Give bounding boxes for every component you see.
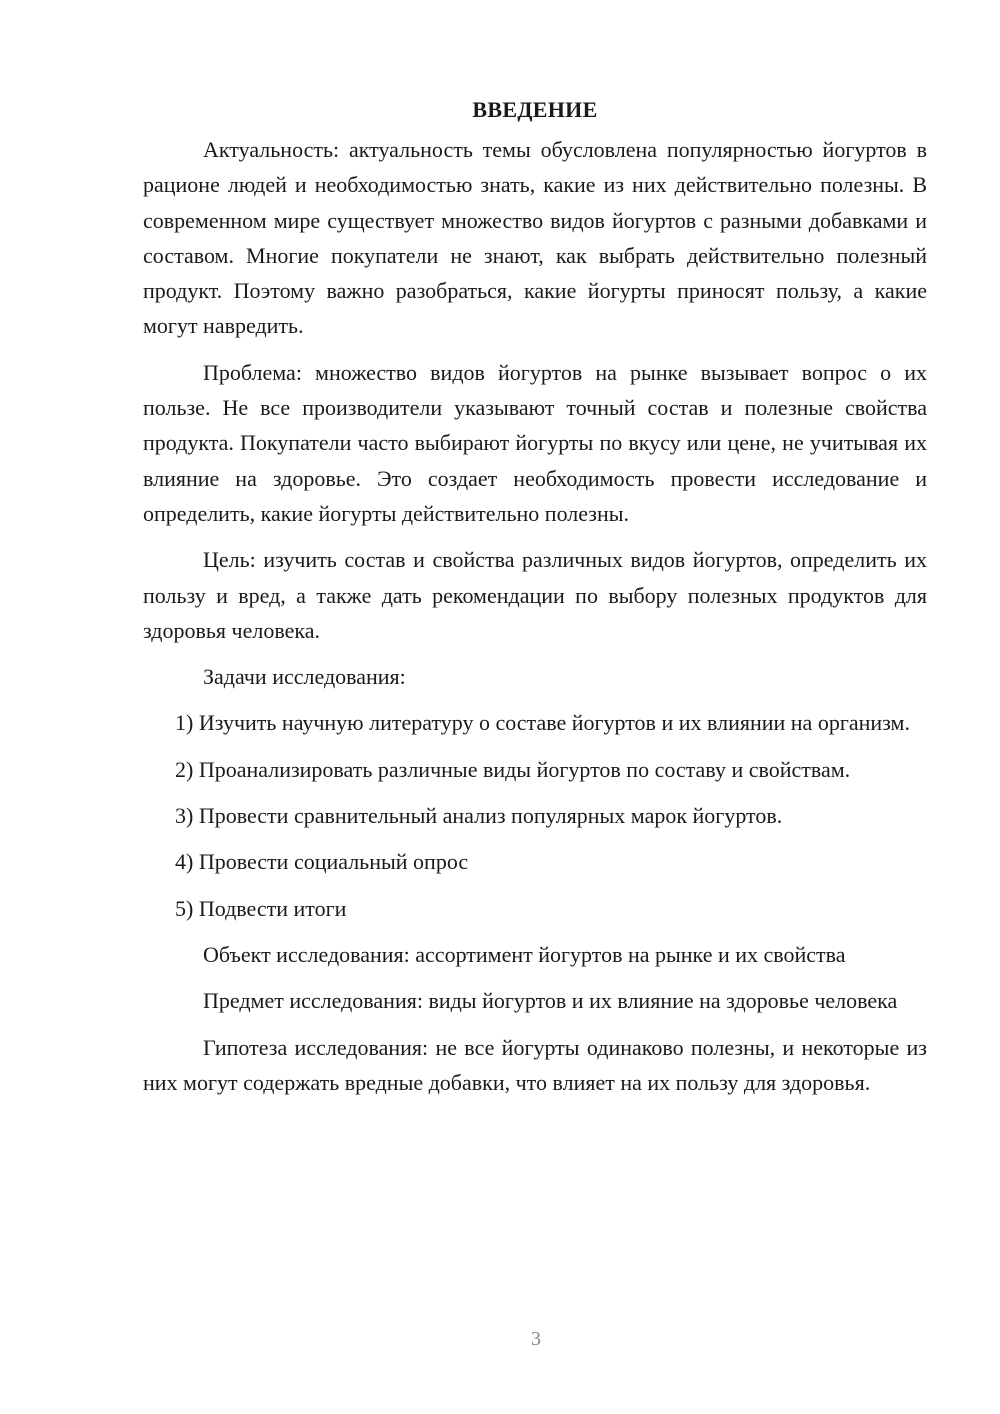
- task-item-3: 3) Провести сравнительный анализ популярных марок йогуртов.: [175, 803, 783, 829]
- paragraph-relevance: Актуальность: актуальность темы обусловлена популярностью йогуртов в рационе людей и необходимостью знать, какие из них действительно полезны. В современном мире существует множество видов йогуртов с разными добавками и составом. Многие покупатели не знают, как выбрать действительно полезный продукт. Поэтому важно разобраться, какие йогурты приносят пользу, а какие могут навредить.: [143, 137, 927, 339]
- paragraph-hypothesis: Гипотеза исследования: не все йогурты одинаково полезны, и некоторые из них могут содержать вредные добавки, что влияет на их пользу для здоровья.: [143, 1034, 927, 1095]
- paragraph-problem: Проблема: множество видов йогуртов на рынке вызывает вопрос о их пользе. Не все производители указывают точный состав и полезные свойства продукта. Покупатели часто выбирают йогурты по вкусу или цене, не учитывая их влияние на здоровье. Это создает необходимость провести исследование и определить, какие йогурты действительно полезны.: [143, 359, 927, 526]
- paragraph-subject: Предмет исследования: виды йогуртов и их влияние на здоровье человека: [203, 988, 898, 1014]
- paragraph-tasks-heading: Задачи исследования:: [203, 664, 406, 690]
- task-item-1: 1) Изучить научную литературу о составе йогуртов и их влиянии на организм.: [175, 710, 910, 736]
- paragraph-object: Объект исследования: ассортимент йогуртов на рынке и их свойства: [203, 941, 846, 967]
- task-item-5: 5) Подвести итоги: [175, 895, 347, 921]
- task-item-2: 2) Проанализировать различные виды йогуртов по составу и свойствам.: [175, 756, 851, 782]
- paragraph-goal: Цель: изучить состав и свойства различных видов йогуртов, определить их пользу и вред, а также дать рекомендации по выбору полезных продуктов для здоровья человека.: [143, 547, 927, 643]
- page-number: 3: [531, 1328, 541, 1350]
- document-page: [143, 92, 927, 1111]
- task-item-4: 4) Провести социальный опрос: [175, 849, 469, 875]
- page-title: ВВЕДЕНИЕ: [472, 97, 598, 122]
